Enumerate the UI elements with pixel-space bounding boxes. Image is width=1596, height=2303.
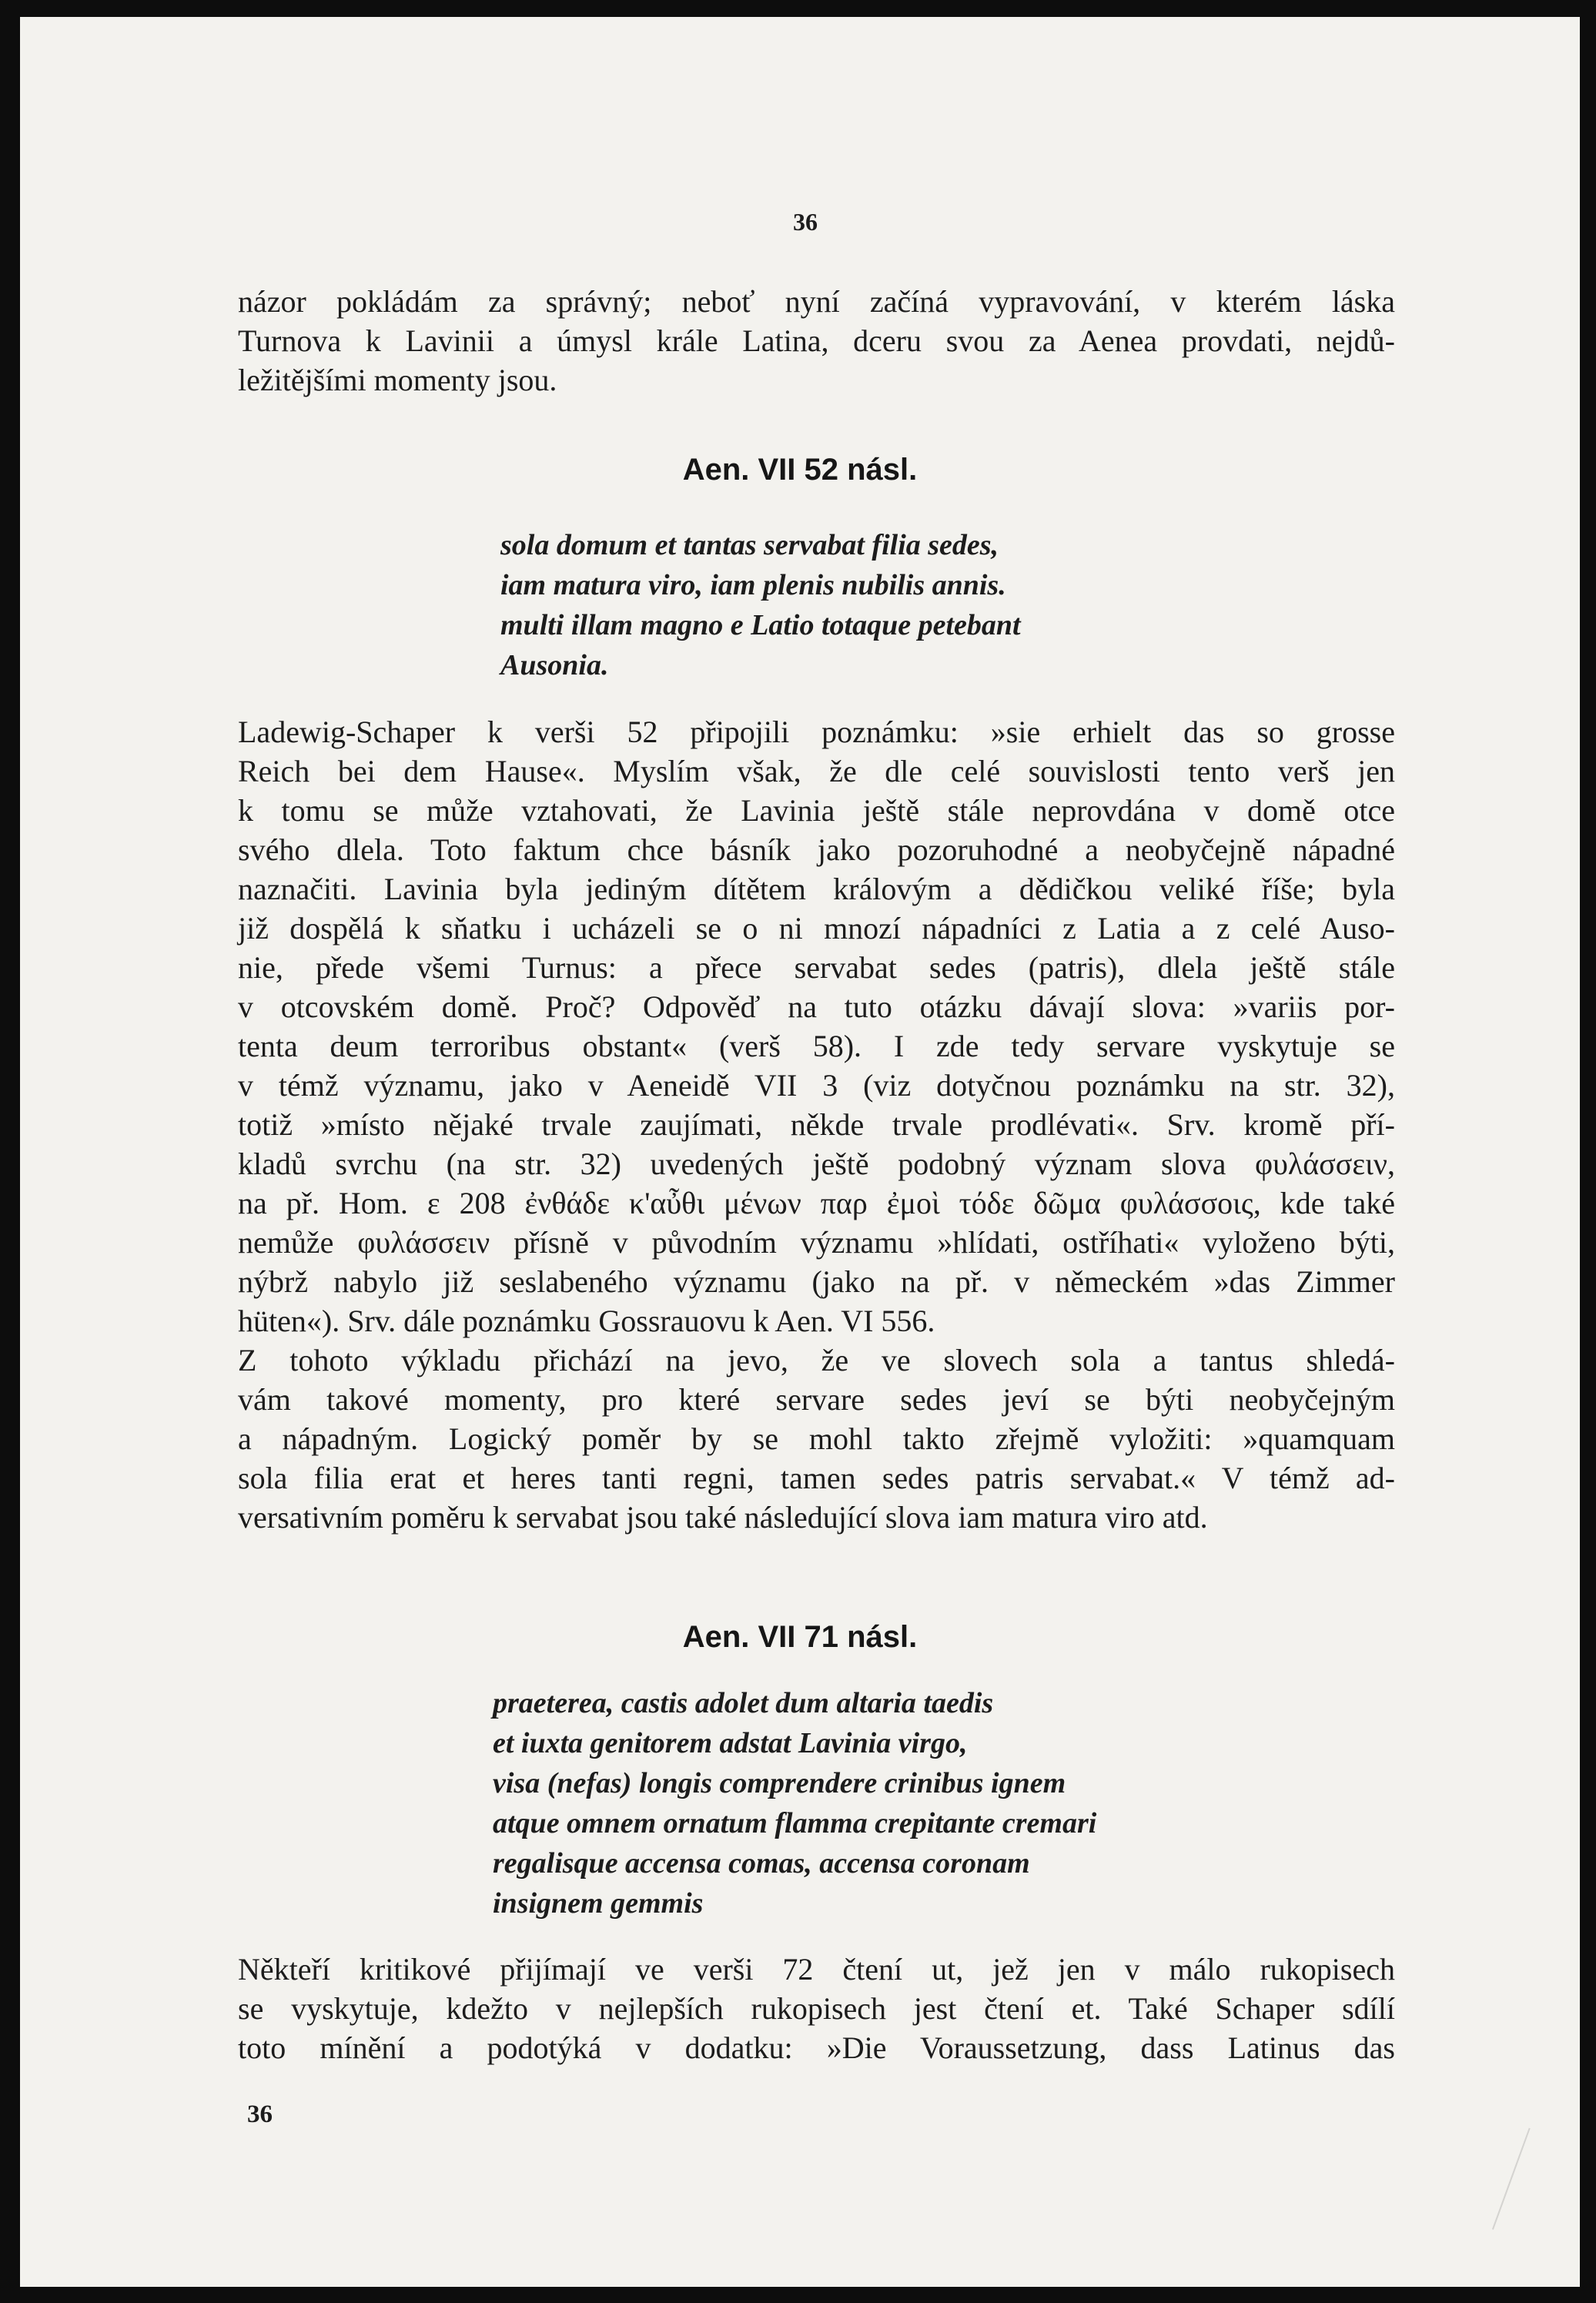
text-line: vám takové momenty, pro které servare sedes jeví se býti neobyčejným — [238, 1382, 1395, 1417]
text-line: versativním poměru k servabat jsou také následující slova iam matura viro atd. — [238, 1500, 1208, 1535]
page — [20, 17, 1580, 2287]
paragraph-explanation — [238, 1341, 1395, 1537]
text-line: kladů svrchu (na str. 32) uvedených ještě podobný význam slova φυλάσσειν, — [238, 1146, 1395, 1181]
text-line: v témž významu, jako v Aeneidě VII 3 (viz dotyčnou poznámku na str. 32), — [238, 1068, 1395, 1103]
verse-line: visa (nefas) longis comprendere crinibus ignem — [493, 1767, 1066, 1799]
text-line: a nápadným. Logický poměr by se mohl takto zřejmě vyložiti: »quamquam — [238, 1421, 1395, 1456]
text-line: sola filia erat et heres tanti regni, tamen sedes patris servabat.« V témž ad- — [238, 1461, 1395, 1495]
paragraph-intro — [238, 282, 1395, 400]
verse-line: sola domum et tantas servabat filia sedes, — [500, 529, 999, 561]
text-line: Ladewig-Schaper k verši 52 připojili poznámku: »sie erhielt das so grosse — [238, 715, 1395, 749]
verse-line: atque omnem ornatum flamma crepitante cremari — [493, 1807, 1097, 1839]
text-line: ležitějšími momenty jsou. — [238, 363, 557, 397]
text-line: nemůže φυλάσσειν přísně v původním významu »hlídati, ostříhati« vyloženo býti, — [238, 1225, 1395, 1260]
text-line: totiž »místo nějaké trvale zaujímati, někde trvale prodlévati«. Srv. kromě pří- — [238, 1107, 1395, 1142]
text-line: v otcovském domě. Proč? Odpověď na tuto otázku dávají slova: »variis por- — [238, 989, 1395, 1024]
text-line: Reich bei dem Hause«. Myslím však, že dle celé souvislosti tento verš jen — [238, 754, 1395, 788]
verse-quote-2 — [493, 1683, 1096, 1923]
verse-line: iam matura viro, iam plenis nubilis annis. — [500, 569, 1006, 601]
text-line: již dospělá k sňatku i ucházeli se o ni mnozí nápadníci z Latia a z celé Auso- — [238, 911, 1395, 946]
text-line: nýbrž nabylo již seslabeného významu (jako na př. v německém »das Zimmer — [238, 1264, 1395, 1299]
verse-quote-1 — [500, 525, 1021, 685]
text-line: Z tohoto výkladu přichází na jevo, že ve slovech sola a tantus shledá- — [238, 1343, 1395, 1377]
text-line: k tomu se může vztahovati, že Lavinia ještě stále neprovdána v domě otce — [238, 793, 1395, 828]
text-line: Někteří kritikové přijímají ve verši 72 čtení ut, jež jen v málo rukopisech — [238, 1952, 1395, 1987]
text-line: tenta deum terroribus obstant« (verš 58). I zde tedy servare vyskytuje se — [238, 1029, 1395, 1063]
text-line: se vyskytuje, kdežto v nejlepších rukopisech jest čtení et. Také Schaper sdílí — [238, 1991, 1395, 2026]
text-line: na př. Hom. ε 208 ἐνθάδε κ'αὖθι μένων παρ ἐμοὶ τόδε δῶμα φυλάσσοις, kde také — [238, 1186, 1395, 1220]
page-number-bottom: 36 — [247, 2100, 273, 2128]
verse-line: regalisque accensa comas, accensa coronam — [493, 1847, 1030, 1880]
text-line: hüten«). Srv. dále poznámku Gossrauovu k Aen. VI 556. — [238, 1304, 935, 1338]
text-line: toto mínění a podotýká v dodatku: »Die Voraussetzung, dass Latinus das — [238, 2030, 1395, 2065]
verse-line: multi illam magno e Latio totaque petebant — [500, 609, 1021, 641]
scan-mark — [1492, 2128, 1574, 2246]
verse-line: insignem gemmis — [493, 1887, 704, 1920]
verse-line: praeterea, castis adolet dum altaria taedis — [493, 1687, 994, 1719]
text-line: nie, přede všemi Turnus: a přece servabat sedes (patris), dlela ještě stále — [238, 950, 1395, 985]
verse-line: et iuxta genitorem adstat Lavinia virgo, — [493, 1727, 968, 1759]
paragraph-ladewig-schaper — [238, 712, 1395, 1341]
text-line: Turnova k Lavinii a úmysl krále Latina, dceru svou za Aenea provdati, nejdů- — [238, 323, 1395, 358]
verse-line: Ausonia. — [500, 649, 609, 681]
text-line: naznačiti. Lavinia byla jediným dítětem královým a dědičkou veliké říše; byla — [238, 872, 1395, 906]
section-heading-aen-vii-52: Aen. VII 52 násl. — [682, 453, 918, 487]
paragraph-critics — [238, 1950, 1395, 2067]
text-line: názor pokládám za správný; neboť nyní začíná vypravování, v kterém láska — [238, 284, 1395, 319]
section-heading-aen-vii-71: Aen. VII 71 násl. — [682, 1620, 918, 1654]
text-line: svého dlela. Toto faktum chce básník jako pozoruhodné a neobyčejně nápadné — [238, 832, 1395, 867]
page-number-top: 36 — [793, 208, 818, 236]
